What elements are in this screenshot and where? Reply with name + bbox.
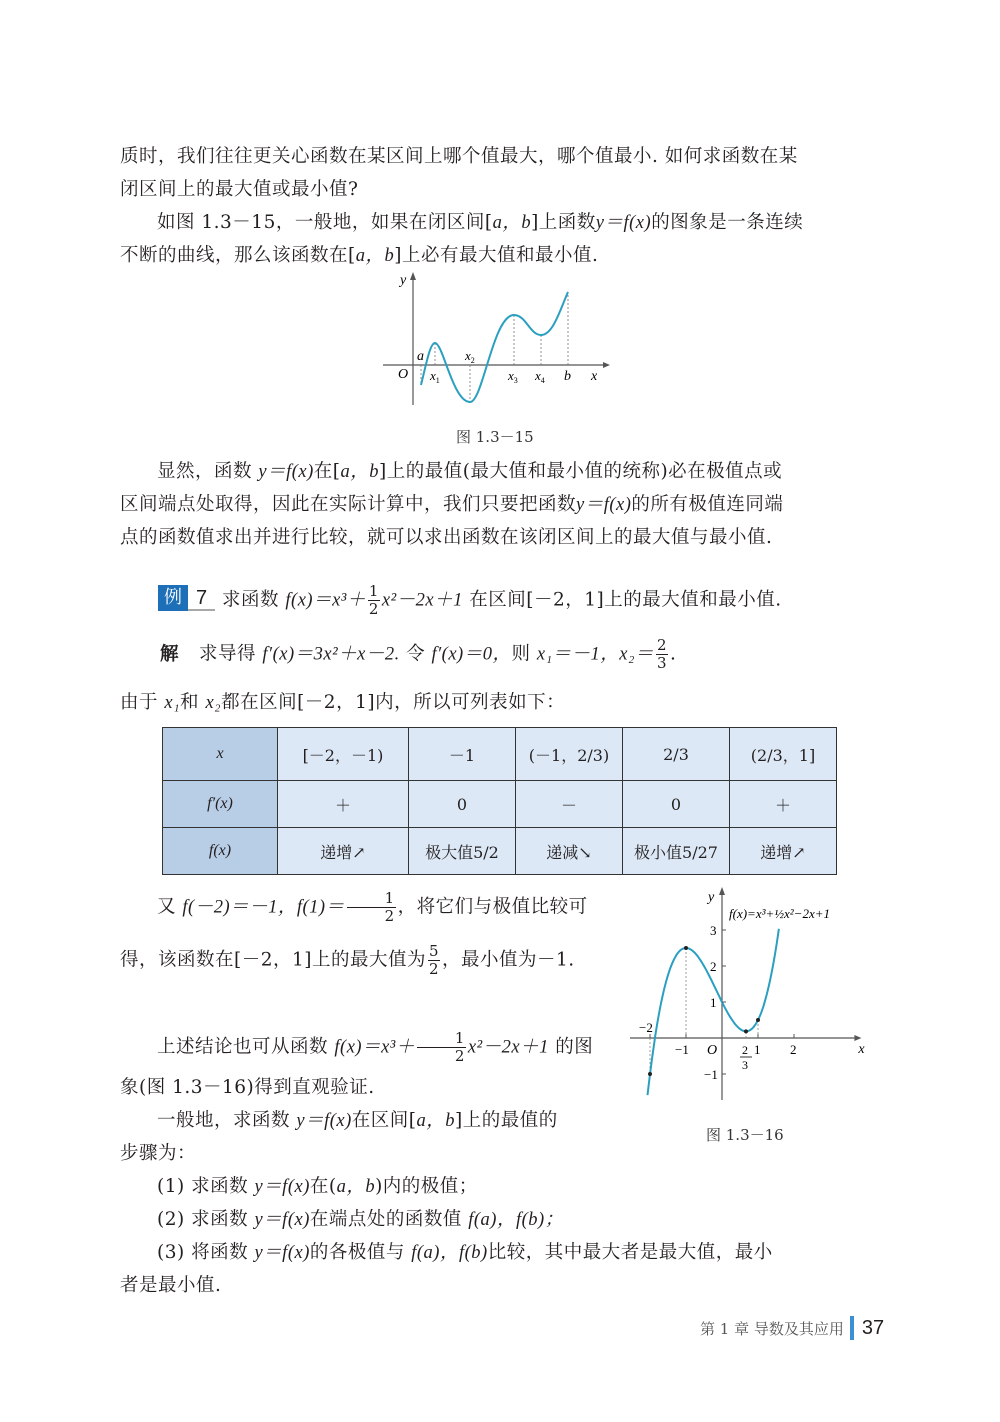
fraction (417, 1030, 466, 1065)
curve (421, 292, 568, 402)
marked-point (684, 946, 688, 950)
text: 上述结论也可从函数 (157, 1036, 335, 1058)
text: 和 (180, 692, 206, 713)
page-number: 37 (861, 1316, 885, 1339)
numerator: 1 (368, 582, 379, 600)
step-1 (120, 1170, 870, 1204)
math: a，b (416, 1111, 456, 1131)
denominator: 3 (656, 654, 667, 672)
text: (1) 求函数 (157, 1176, 255, 1197)
denominator: 2 (428, 960, 440, 978)
table-cell: 2/3 (623, 728, 730, 781)
text: 求导得 (199, 643, 263, 665)
y-axis-arrow (410, 272, 416, 280)
label-x2: $x_2$ (465, 348, 475, 365)
y-tick-label: −1 (704, 1067, 718, 1082)
table-cell: ＋ (278, 781, 409, 828)
text: 质时，我们往往更关心函数在某区间上哪个值最大，哪个值最小. 如何求函数在某 (120, 146, 798, 167)
numerator: 1 (347, 890, 396, 908)
label-x3: $x_3$ (508, 368, 518, 385)
text: 如图 1.3－15，一般地，如果在闭区间[ (157, 212, 493, 233)
row-header: f′(x) (163, 781, 278, 828)
math: x²－2x＋1 (381, 590, 463, 611)
example-badge (158, 585, 215, 611)
paragraph-line (120, 890, 620, 925)
text: 在[ (313, 461, 341, 482)
table-cell: 递增↗ (730, 828, 837, 875)
chapter-title: 第 1 章 导数及其应用 (700, 1319, 844, 1338)
chart-caption: 图 1.3－16 (706, 1126, 784, 1144)
text: ]上必有最大值和最小值. (394, 245, 599, 266)
text: 步骤为： (120, 1143, 197, 1164)
figure-1-3-15 (378, 270, 618, 410)
row-header: f(x) (163, 828, 278, 875)
math: x₁＝－1， (536, 644, 620, 665)
numerator: 5 (428, 942, 440, 960)
text: 者是最小值. (120, 1275, 222, 1296)
text: (3) 将函数 (157, 1242, 255, 1263)
math: y＝f(x) (254, 1210, 310, 1230)
label-x1: $x_1$ (430, 368, 440, 385)
y-tick-label: 2 (710, 959, 717, 974)
text: 象(图 1.3－16)得到直观验证. (120, 1077, 375, 1098)
label-a: a (417, 349, 424, 364)
table-cell: 0 (623, 781, 730, 828)
x-tick-label: 2 (790, 1042, 797, 1057)
text: 的各极值与 (309, 1242, 412, 1263)
text: 则 (511, 643, 537, 665)
table-cell: ＋ (730, 781, 837, 828)
math: x₂＝ (619, 644, 654, 665)
text: ，将它们与极值比较可 (397, 896, 588, 918)
denominator: 2 (368, 600, 379, 618)
text: 求函数 (222, 589, 286, 611)
math: f′(x)＝3x²＋x－2. (262, 644, 400, 665)
text: ]上的最值(最大值和最小值的统称)必在极值点或 (379, 461, 783, 482)
label-x4: $x_4$ (535, 368, 545, 385)
y-tick-label: 1 (710, 995, 717, 1010)
math: y＝f(x) (254, 1243, 310, 1263)
text: 比较，其中最大者是最大值，最小 (487, 1242, 773, 1263)
text: 在端点处的函数值 (309, 1209, 469, 1230)
table-row (163, 781, 837, 828)
math: y＝f(x) (296, 1111, 352, 1131)
text: 不断的曲线，那么该函数在[ (120, 245, 356, 266)
table-intro (120, 686, 870, 720)
text: 的所有极值连同端 (631, 494, 784, 515)
math-interval: a，b (492, 213, 532, 233)
text: 在( (309, 1176, 337, 1197)
math: f(a)，f(b)； (468, 1210, 564, 1230)
table-cell: 极大值5/2 (409, 828, 516, 875)
table-cell: 递减↘ (516, 828, 623, 875)
label-y: y (400, 273, 407, 288)
page-footer (700, 1316, 884, 1340)
text: 由于 (120, 692, 165, 713)
table-row (163, 828, 837, 875)
marked-point (756, 1018, 760, 1022)
paragraph-line (120, 140, 870, 173)
paragraph-line (120, 239, 870, 273)
figure-caption: 图 1.3－15 (456, 428, 534, 446)
text: 又 (157, 896, 183, 918)
y-axis-label: y (708, 890, 715, 905)
text: 显然，函数 (157, 461, 259, 482)
denominator: 2 (454, 1047, 465, 1065)
math: x₂ (205, 693, 222, 713)
text: ]上函数 (531, 212, 596, 233)
text: 点的函数值求出并进行比较，就可以求出函数在该闭区间上的最大值与最小值. (120, 527, 773, 548)
table-cell: － (516, 781, 623, 828)
text: 令 (399, 643, 432, 665)
table-cell: 极小值5/27 (623, 828, 730, 875)
math: a，b (336, 1177, 376, 1197)
x-tick-label: −1 (675, 1042, 689, 1057)
table-row (163, 728, 837, 781)
text: 区间端点处取得，因此在实际计算中，我们只要把函数 (120, 494, 577, 515)
math-interval: a，b (340, 462, 380, 482)
paragraph-line (120, 1071, 620, 1104)
text: (2) 求函数 (157, 1209, 255, 1230)
paragraph-line (120, 943, 620, 978)
math: y＝f(x) (254, 1177, 310, 1197)
marked-point (744, 1029, 748, 1033)
text: )内的极值； (375, 1176, 478, 1197)
denominator: 2 (384, 907, 395, 925)
example-number: 7 (188, 585, 215, 611)
math-function: y＝f(x) (258, 462, 314, 482)
text: ]上的最值的 (455, 1110, 558, 1131)
marked-point (648, 1072, 652, 1076)
text: 得，该函数在[－2，1]上的最大值为 (120, 949, 426, 971)
paragraph-line (120, 521, 870, 554)
fraction (368, 583, 380, 618)
text: 在区间[ (351, 1110, 417, 1131)
origin-label: O (707, 1043, 718, 1058)
text: ，最小值为－1. (442, 949, 575, 971)
x-axis-arrow (603, 362, 610, 368)
math: x²－2x＋1 (467, 1037, 549, 1058)
paragraph-line (120, 488, 870, 522)
table-cell: 0 (409, 781, 516, 828)
monotonicity-table (162, 727, 837, 875)
step-3-cont (120, 1269, 870, 1302)
text: 闭区间上的最大值或最小值? (120, 179, 359, 200)
step-2 (120, 1203, 870, 1237)
chart-title: f(x)=x³+½x²−2x+1 (729, 906, 830, 921)
step-3 (120, 1236, 870, 1270)
example-label: 例 (158, 585, 188, 611)
text: 在区间[－2，1]上的最大值和最小值. (462, 589, 782, 611)
math-function: y＝f(x) (576, 495, 632, 515)
y-tick-label: 3 (710, 923, 717, 938)
table-cell: [－2，－1) (278, 728, 409, 781)
table-cell: (－1，2/3) (516, 728, 623, 781)
math-interval: a，b (355, 246, 395, 266)
x-tick-label-denominator: 3 (742, 1058, 749, 1072)
footer-divider (850, 1316, 854, 1340)
label-x: x (591, 369, 598, 384)
math-function: y＝f(x) (595, 213, 652, 233)
label-b: b (564, 369, 571, 384)
paragraph-line (120, 1104, 620, 1138)
label-O: O (398, 367, 409, 382)
fraction (656, 637, 668, 672)
y-axis-arrow (719, 887, 725, 895)
paragraph-line (120, 455, 870, 489)
solution-label: 解 (160, 643, 180, 665)
math: x₁ (164, 693, 181, 713)
solution-line: 解 求导得 f′(x)＝3x²＋x－2. 令 f′(x)＝0，则 x₁＝－1，x₂＝ $\frac{2}{3}$ . (160, 636, 677, 672)
example-question (222, 583, 872, 618)
table-cell: (2/3，1] (730, 728, 837, 781)
math: f(a)，f(b) (411, 1243, 488, 1263)
paragraph-line (120, 206, 870, 240)
math: f′(x)＝0， (431, 644, 512, 665)
text: 都在区间[－2，1]内，所以可列表如下： (221, 692, 566, 713)
x-axis-arrow (854, 1035, 861, 1041)
x-tick-label-numerator: 2 (742, 1043, 749, 1057)
paragraph-line (120, 173, 870, 206)
x-axis-label: x (858, 1042, 865, 1057)
fraction (347, 890, 396, 925)
numerator: 1 (417, 1030, 466, 1048)
math: f(x)＝x³＋ (285, 590, 366, 611)
fraction (428, 943, 440, 978)
table-cell: －1 (409, 728, 516, 781)
math: f(x)＝x³＋ (334, 1037, 415, 1058)
row-header: x (163, 728, 278, 781)
x-tick-label: 1 (754, 1042, 761, 1057)
text: 一般地，求函数 (157, 1110, 297, 1131)
paragraph-line (120, 1030, 620, 1065)
text: 的图象是一条连续 (651, 212, 804, 233)
math: f(－2)＝－1，f(1)＝ (182, 897, 345, 918)
numerator: 2 (656, 636, 667, 654)
table-cell: 递增↗ (278, 828, 409, 875)
figure-1-3-16-chart (625, 885, 875, 1100)
text: 的图 (548, 1036, 594, 1058)
x-tick-label: −2 (639, 1020, 653, 1035)
